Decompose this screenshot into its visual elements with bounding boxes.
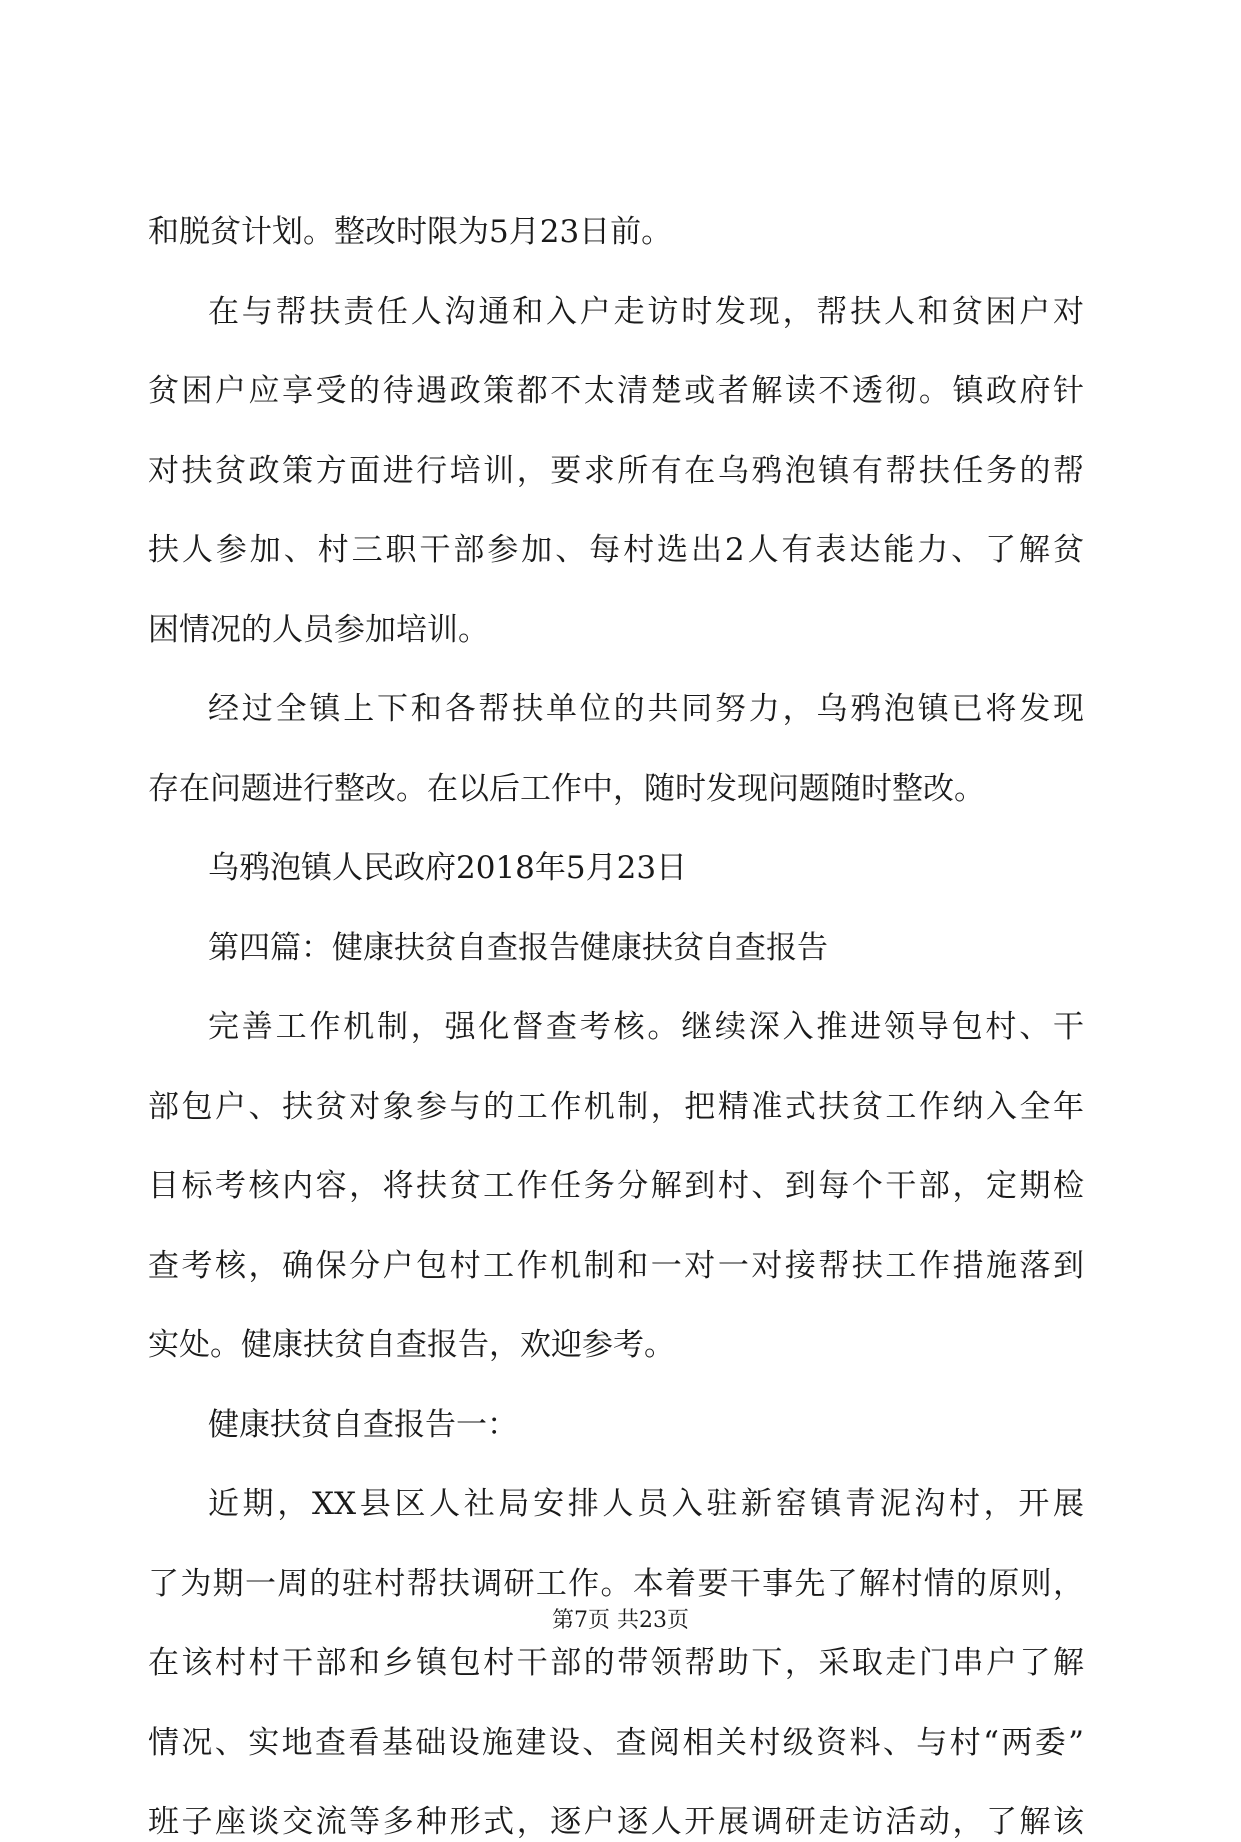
text-line: 查考核，确保分户包村工作机制和一对一对接帮扶工作措施落到	[148, 1248, 1084, 1284]
text-line: 情况、实地查看基础设施建设、查阅相关村级资料、与村“两委”	[148, 1725, 1084, 1761]
section-heading: 第四篇：健康扶贫自查报告健康扶贫自查报告	[208, 930, 828, 966]
text-line: 在该村村干部和乡镇包村干部的带领帮助下，采取走门串户了解	[148, 1645, 1084, 1681]
text-line: 班子座谈交流等多种形式，逐户逐人开展调研走访活动，了解该	[148, 1804, 1084, 1840]
text-line: 在与帮扶责任人沟通和入户走访时发现，帮扶人和贫困户对	[208, 294, 1084, 330]
text-line: 了为期一周的驻村帮扶调研工作。本着要干事先了解村情的原则，	[148, 1566, 1084, 1602]
text-line: 对扶贫政策方面进行培训，要求所有在乌鸦泡镇有帮扶任务的帮	[148, 453, 1084, 489]
signature-line: 乌鸦泡镇人民政府2018年5月23日	[208, 850, 688, 886]
text-line: 近期，XX县区人社局安排人员入驻新窑镇青泥沟村，开展	[208, 1486, 1084, 1522]
page-footer: 第7页 共23页	[552, 1608, 689, 1633]
text-line: 经过全镇上下和各帮扶单位的共同努力，乌鸦泡镇已将发现	[208, 691, 1084, 727]
text-line: 完善工作机制，强化督查考核。继续深入推进领导包村、干	[208, 1009, 1084, 1045]
text-line: 困情况的人员参加培训。	[148, 612, 489, 648]
text-line: 和脱贫计划。整改时限为5月23日前。	[148, 214, 673, 250]
text-line: 部包户、扶贫对象参与的工作机制，把精准式扶贫工作纳入全年	[148, 1089, 1084, 1125]
text-line: 贫困户应享受的待遇政策都不太清楚或者解读不透彻。镇政府针	[148, 373, 1084, 409]
text-line: 扶人参加、村三职干部参加、每村选出2人有表达能力、了解贫	[148, 532, 1084, 568]
text-line: 实处。健康扶贫自查报告，欢迎参考。	[148, 1327, 675, 1363]
text-line: 目标考核内容，将扶贫工作任务分解到村、到每个干部，定期检	[148, 1168, 1084, 1204]
subsection-heading: 健康扶贫自查报告一：	[208, 1407, 518, 1443]
text-line: 存在问题进行整改。在以后工作中，随时发现问题随时整改。	[148, 771, 985, 807]
